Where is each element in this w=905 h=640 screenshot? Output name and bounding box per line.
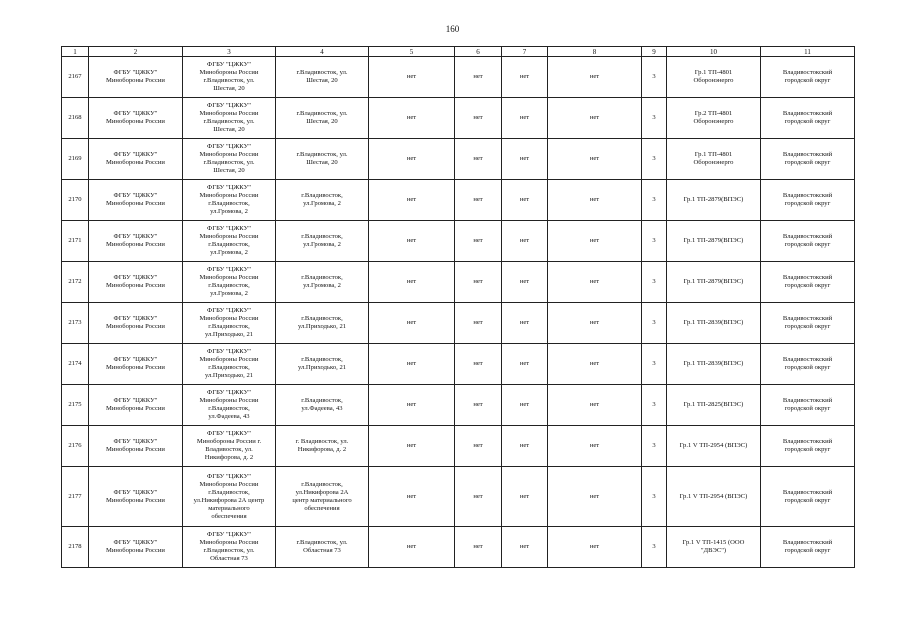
registry-table — [61, 46, 855, 568]
owner-name: ФГБУ "ЦЖКУ" Минобороны России — [89, 139, 183, 180]
col-5-value: нет — [369, 426, 455, 467]
col-8-value: нет — [548, 426, 642, 467]
owner-name: ФГБУ "ЦЖКУ" Минобороны России — [89, 385, 183, 426]
column-header: 8 — [548, 47, 642, 57]
col-7-value: нет — [502, 139, 548, 180]
object-details: ФГБУ "ЦЖКУ" Минобороны России г.Владивосток, ул.Приходько, 21 — [183, 303, 276, 344]
col-9-value: 3 — [642, 426, 667, 467]
column-header: 10 — [667, 47, 761, 57]
col-8-value: нет — [548, 385, 642, 426]
col-7-value: нет — [502, 57, 548, 98]
object-details: ФГБУ "ЦЖКУ" Минобороны России г.Владивосток, ул.Громова, 2 — [183, 180, 276, 221]
power-source: Гр.1 ТП-2879(ВПЭС) — [667, 262, 761, 303]
col-8-value: нет — [548, 467, 642, 527]
object-details: ФГБУ "ЦЖКУ" Минобороны России г.Владивосток, ул. Шестая, 20 — [183, 57, 276, 98]
col-9-value: 3 — [642, 385, 667, 426]
municipality: Владивостокский городской округ — [761, 385, 855, 426]
municipality: Владивостокский городской округ — [761, 426, 855, 467]
object-address: г. Владивосток, ул. Никифорова, д. 2 — [276, 426, 369, 467]
owner-name: ФГБУ "ЦЖКУ" Минобороны России — [89, 180, 183, 221]
col-9-value: 3 — [642, 57, 667, 98]
col-8-value: нет — [548, 180, 642, 221]
col-7-value: нет — [502, 180, 548, 221]
power-source: Гр.1 V ТП-2954 (ВПЭС) — [667, 426, 761, 467]
col-5-value: нет — [369, 303, 455, 344]
object-address: г.Владивосток, ул. Шестая, 20 — [276, 57, 369, 98]
row-number: 2169 — [62, 139, 89, 180]
col-5-value: нет — [369, 467, 455, 527]
row-number: 2170 — [62, 180, 89, 221]
column-header: 6 — [455, 47, 502, 57]
col-8-value: нет — [548, 344, 642, 385]
col-6-value: нет — [455, 344, 502, 385]
municipality: Владивостокский городской округ — [761, 467, 855, 527]
col-8-value: нет — [548, 303, 642, 344]
col-5-value: нет — [369, 98, 455, 139]
table-row — [62, 98, 855, 139]
municipality: Владивостокский городской округ — [761, 527, 855, 568]
object-details: ФГБУ "ЦЖКУ" Минобороны России г.Владивосток, ул.Громова, 2 — [183, 262, 276, 303]
col-5-value: нет — [369, 344, 455, 385]
col-8-value: нет — [548, 262, 642, 303]
power-source: Гр.2 ТП-4801 Оборонэнерго — [667, 98, 761, 139]
object-address: г.Владивосток, ул.Громова, 2 — [276, 180, 369, 221]
object-address: г.Владивосток, ул.Приходько, 21 — [276, 344, 369, 385]
col-6-value: нет — [455, 221, 502, 262]
object-details: ФГБУ "ЦЖКУ" Минобороны России г.Владивосток, ул. Шестая, 20 — [183, 139, 276, 180]
object-details: ФГБУ "ЦЖКУ" Минобороны России г.Владивосток, ул.Фадеева, 43 — [183, 385, 276, 426]
col-6-value: нет — [455, 57, 502, 98]
col-8-value: нет — [548, 139, 642, 180]
power-source: Гр.1 ТП-2879(ВПЭС) — [667, 221, 761, 262]
col-7-value: нет — [502, 221, 548, 262]
object-address: г.Владивосток, ул.Громова, 2 — [276, 221, 369, 262]
col-9-value: 3 — [642, 98, 667, 139]
col-9-value: 3 — [642, 139, 667, 180]
column-header: 3 — [183, 47, 276, 57]
col-5-value: нет — [369, 139, 455, 180]
object-address: г.Владивосток, ул. Областная 73 — [276, 527, 369, 568]
table-row — [62, 139, 855, 180]
table-row — [62, 344, 855, 385]
power-source: Гр.1 ТП-2839(ВПЭС) — [667, 303, 761, 344]
col-5-value: нет — [369, 221, 455, 262]
row-number: 2172 — [62, 262, 89, 303]
row-number: 2174 — [62, 344, 89, 385]
col-8-value: нет — [548, 98, 642, 139]
col-6-value: нет — [455, 385, 502, 426]
col-7-value: нет — [502, 303, 548, 344]
col-5-value: нет — [369, 180, 455, 221]
object-address: г.Владивосток, ул.Фадеева, 43 — [276, 385, 369, 426]
col-6-value: нет — [455, 98, 502, 139]
object-address: г.Владивосток, ул.Приходько, 21 — [276, 303, 369, 344]
col-9-value: 3 — [642, 303, 667, 344]
column-header: 4 — [276, 47, 369, 57]
municipality: Владивостокский городской округ — [761, 303, 855, 344]
power-source: Гр.1 ТП-2879(ВПЭС) — [667, 180, 761, 221]
col-8-value: нет — [548, 221, 642, 262]
table-row — [62, 57, 855, 98]
col-8-value: нет — [548, 57, 642, 98]
col-6-value: нет — [455, 262, 502, 303]
object-address: г.Владивосток, ул. Шестая, 20 — [276, 139, 369, 180]
col-5-value: нет — [369, 527, 455, 568]
col-7-value: нет — [502, 527, 548, 568]
col-9-value: 3 — [642, 467, 667, 527]
table-row — [62, 385, 855, 426]
column-header: 9 — [642, 47, 667, 57]
owner-name: ФГБУ "ЦЖКУ" Минобороны России — [89, 527, 183, 568]
row-number: 2176 — [62, 426, 89, 467]
row-number: 2175 — [62, 385, 89, 426]
col-6-value: нет — [455, 426, 502, 467]
col-9-value: 3 — [642, 527, 667, 568]
municipality: Владивостокский городской округ — [761, 98, 855, 139]
owner-name: ФГБУ "ЦЖКУ" Минобороны России — [89, 467, 183, 527]
power-source: Гр.1 ТП-2839(ВПЭС) — [667, 344, 761, 385]
col-6-value: нет — [455, 180, 502, 221]
col-5-value: нет — [369, 57, 455, 98]
column-header: 5 — [369, 47, 455, 57]
row-number: 2171 — [62, 221, 89, 262]
page-number: 160 — [445, 24, 460, 34]
column-header: 11 — [761, 47, 855, 57]
table-row — [62, 527, 855, 568]
col-9-value: 3 — [642, 180, 667, 221]
col-7-value: нет — [502, 344, 548, 385]
power-source: Гр.1 ТП-4801 Оборонэнерго — [667, 57, 761, 98]
owner-name: ФГБУ "ЦЖКУ" Минобороны России — [89, 98, 183, 139]
column-header: 1 — [62, 47, 89, 57]
object-details: ФГБУ "ЦЖКУ" Минобороны России г.Владивосток, ул. Шестая, 20 — [183, 98, 276, 139]
municipality: Владивостокский городской округ — [761, 344, 855, 385]
col-8-value: нет — [548, 527, 642, 568]
power-source: Гр.1 ТП-2825(ВПЭС) — [667, 385, 761, 426]
col-6-value: нет — [455, 303, 502, 344]
power-source: Гр.1 V ТП-1415 (ООО "ДВЭС") — [667, 527, 761, 568]
table-row — [62, 262, 855, 303]
object-address: г.Владивосток, ул. Шестая, 20 — [276, 98, 369, 139]
col-7-value: нет — [502, 262, 548, 303]
col-7-value: нет — [502, 385, 548, 426]
object-details: ФГБУ "ЦЖКУ" Минобороны России г. Владивосток, ул. Никифорова, д. 2 — [183, 426, 276, 467]
table-row — [62, 467, 855, 527]
owner-name: ФГБУ "ЦЖКУ" Минобороны России — [89, 262, 183, 303]
row-number: 2177 — [62, 467, 89, 527]
col-7-value: нет — [502, 98, 548, 139]
object-details: ФГБУ "ЦЖКУ" Минобороны России г.Владивосток, ул.Громова, 2 — [183, 221, 276, 262]
col-5-value: нет — [369, 262, 455, 303]
municipality: Владивостокский городской округ — [761, 57, 855, 98]
table-row — [62, 426, 855, 467]
owner-name: ФГБУ "ЦЖКУ" Минобороны России — [89, 303, 183, 344]
col-9-value: 3 — [642, 344, 667, 385]
object-address: г.Владивосток, ул.Никифорова 2А центр материального обеспечения — [276, 467, 369, 527]
col-9-value: 3 — [642, 262, 667, 303]
row-number: 2173 — [62, 303, 89, 344]
col-9-value: 3 — [642, 221, 667, 262]
row-number: 2178 — [62, 527, 89, 568]
object-details: ФГБУ "ЦЖКУ" Минобороны России г.Владивосток, ул. Областная 73 — [183, 527, 276, 568]
owner-name: ФГБУ "ЦЖКУ" Минобороны России — [89, 344, 183, 385]
col-5-value: нет — [369, 385, 455, 426]
object-details: ФГБУ "ЦЖКУ" Минобороны России г.Владивосток, ул.Никифорова 2А центр материального обеспечения — [183, 467, 276, 527]
table-row — [62, 221, 855, 262]
col-6-value: нет — [455, 139, 502, 180]
owner-name: ФГБУ "ЦЖКУ" Минобороны России — [89, 221, 183, 262]
object-address: г.Владивосток, ул.Громова, 2 — [276, 262, 369, 303]
row-number: 2167 — [62, 57, 89, 98]
col-6-value: нет — [455, 467, 502, 527]
table-row — [62, 180, 855, 221]
municipality: Владивостокский городской округ — [761, 139, 855, 180]
col-6-value: нет — [455, 527, 502, 568]
column-header: 7 — [502, 47, 548, 57]
col-7-value: нет — [502, 426, 548, 467]
col-7-value: нет — [502, 467, 548, 527]
owner-name: ФГБУ "ЦЖКУ" Минобороны России — [89, 426, 183, 467]
municipality: Владивостокский городской округ — [761, 180, 855, 221]
object-details: ФГБУ "ЦЖКУ" Минобороны России г.Владивосток, ул.Приходько, 21 — [183, 344, 276, 385]
owner-name: ФГБУ "ЦЖКУ" Минобороны России — [89, 57, 183, 98]
header-row — [62, 47, 855, 57]
municipality: Владивостокский городской округ — [761, 262, 855, 303]
table-row — [62, 303, 855, 344]
row-number: 2168 — [62, 98, 89, 139]
municipality: Владивостокский городской округ — [761, 221, 855, 262]
power-source: Гр.1 V ТП-2954 (ВПЭС) — [667, 467, 761, 527]
power-source: Гр.1 ТП-4801 Оборонэнерго — [667, 139, 761, 180]
column-header: 2 — [89, 47, 183, 57]
